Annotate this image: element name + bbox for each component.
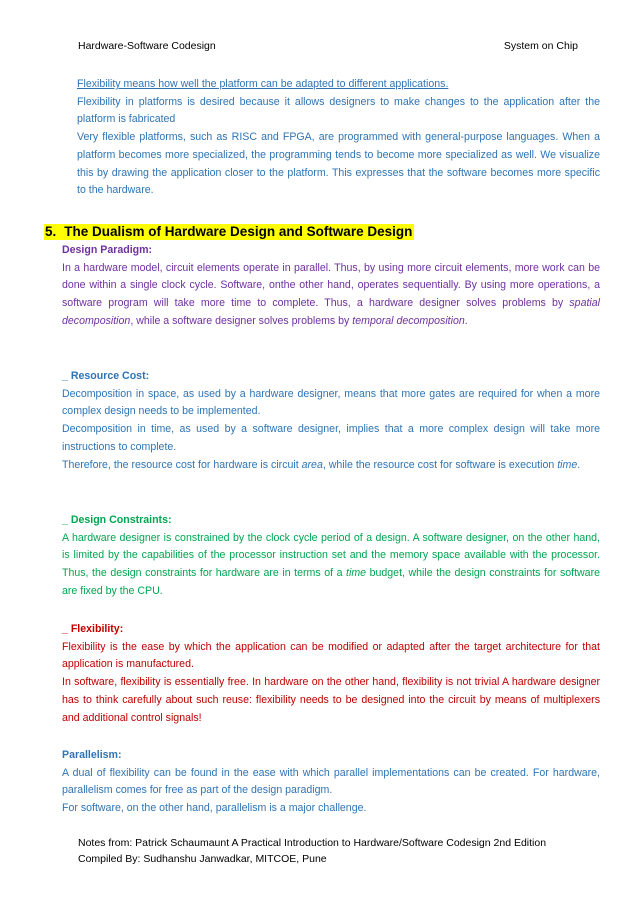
intro-block (62, 76, 600, 200)
intro-underlined: Flexibility means how well the platform can be adapted to different applications. (77, 78, 449, 90)
resource-cost-paragraph-2: Decomposition in time, as used by a software designer, implies that a more complex design will take more instructions to complete. (62, 423, 600, 453)
resource-cost-heading: _ Resource Cost: (62, 370, 150, 382)
header-right: System on Chip (503, 40, 578, 52)
design-paradigm-text: In a hardware model, circuit elements operate in parallel. Thus, by using more circuit elements, more work can be done within a single clock cycle. Software, onthe other hand, operates sequentially. By using more operations, a software program will take more time to complete. Thus, a hardware designer solves problems by spatial decomposition, while a software designer solves problems by temporal decomposition. (62, 261, 600, 327)
section-number: 5. (45, 224, 57, 239)
resource-cost-block (62, 368, 600, 474)
resource-cost-paragraph-3: Therefore, the resource cost for hardware is circuit area, while the resource cost for software is execution time. (62, 458, 581, 471)
section-heading (44, 224, 414, 239)
footer-line-1: Notes from: Patrick Schaumaunt A Practical Introduction to Hardware/Software Codesign 2nd Edition (78, 837, 547, 849)
flexibility-paragraph-1: Flexibility is the ease by which the application can be modified or adapted after the target architecture for that application is manufactured. (62, 640, 600, 671)
parallelism-block (62, 747, 600, 818)
design-constraints-heading: _ Design Constraints: (62, 514, 172, 526)
parallelism-heading: Parallelism: (62, 749, 122, 761)
parallelism-paragraph-1: A dual of flexibility can be found in the ease with which parallel implementations can be created. For hardware, parallelism comes for free as part of the design paradigm. (62, 766, 600, 797)
parallelism-paragraph-2: For software, on the other hand, parallelism is a major challenge. (62, 802, 367, 815)
design-constraints-block (62, 512, 600, 601)
design-paradigm-heading: Design Paradigm: (62, 244, 153, 256)
intro-paragraph-2: Very flexible platforms, such as RISC and FPGA, are programmed with general-purpose languages. When a platform becomes more specialized, the programming tends to become more specialized as well. We visualize this by drawing the application closer to the platform. This expresses that the software becomes more specific to the hardware. (77, 131, 600, 197)
page-header (78, 40, 578, 52)
design-paradigm-block (62, 242, 600, 331)
resource-cost-paragraph-1: Decomposition in space, as used by a hardware designer, means that more gates are required for when a more complex design needs to be implemented. (62, 387, 600, 418)
header-left: Hardware-Software Codesign (78, 40, 216, 52)
page-footer (78, 836, 546, 867)
design-constraints-text: A hardware designer is constrained by the clock cycle period of a design. A software designer, on the other hand, is limited by the capabilities of the processor instruction set and the memory space available with the processor. Thus, the design constraints for hardware are in terms of a time budget, while the design constraints for software are fixed by the CPU. (62, 531, 600, 597)
flexibility-block (62, 621, 600, 727)
footer-line-2: Compiled By: Sudhanshu Janwadkar, MITCOE, Pune (78, 852, 327, 865)
flexibility-heading: _ Flexibility: (62, 623, 124, 635)
section-title: The Dualism of Hardware Design and Software Design (64, 224, 413, 239)
intro-paragraph-1: Flexibility in platforms is desired because it allows designers to make changes to the application after the platform is fabricated (77, 95, 600, 126)
flexibility-paragraph-2: In software, flexibility is essentially free. In hardware on the other hand, flexibility is not trivial A hardware designer has to think carefully about such reuse: flexibility needs to be designed into the circuit by means of multiplexers and additional control signals! (62, 676, 600, 724)
